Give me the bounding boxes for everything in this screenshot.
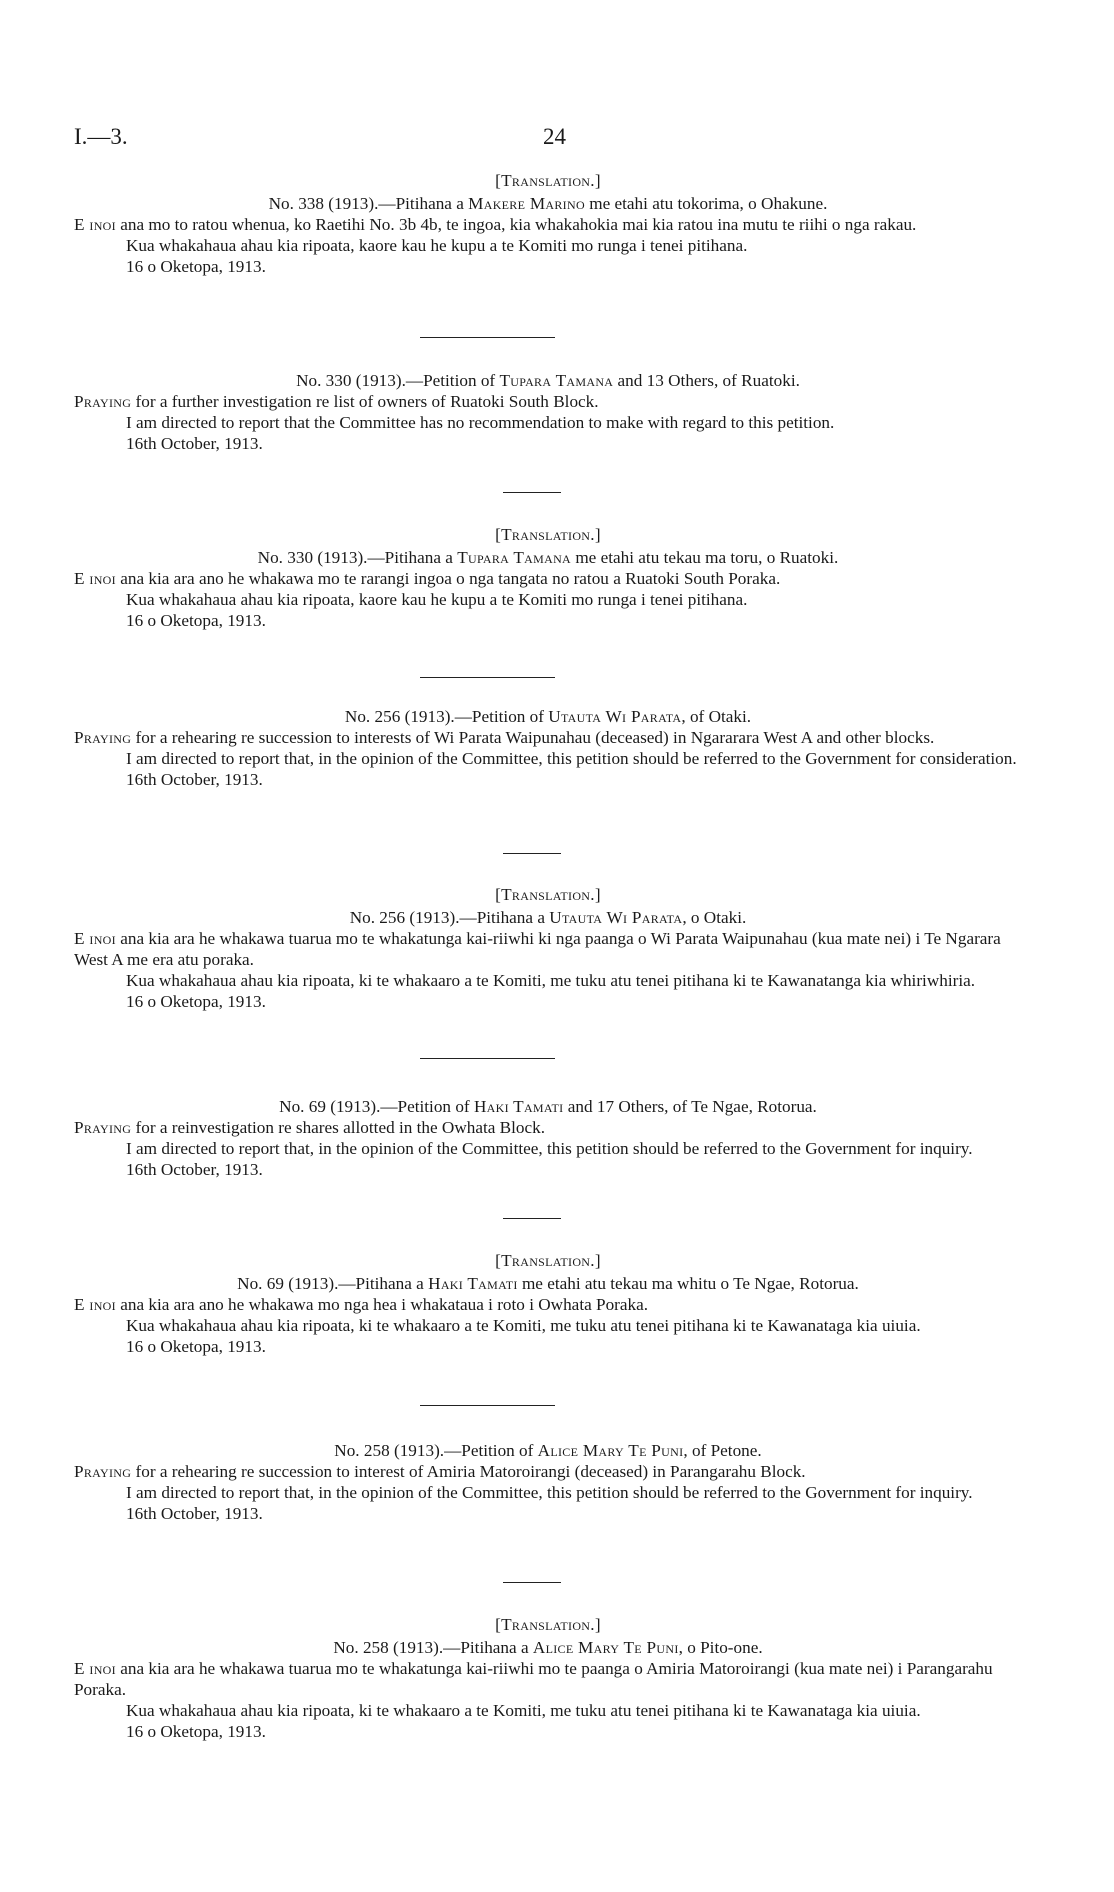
section-divider xyxy=(503,1582,561,1583)
title-text: me etahi atu tekau ma whitu o Te Ngae, Rotorua. xyxy=(517,1274,859,1293)
section-divider xyxy=(503,1218,561,1219)
translation-heading: [Translation.] xyxy=(495,171,601,190)
title-text: , o Otaki. xyxy=(682,908,747,927)
title-text: me etahi atu tokorima, o Ohakune. xyxy=(584,194,828,213)
title-text: No. 258 (1913).—Pitihana a xyxy=(333,1638,533,1657)
prayer-lead: Praying xyxy=(74,1118,132,1137)
prayer-lead: Praying xyxy=(74,1462,132,1481)
title-text: , of Petone. xyxy=(683,1441,762,1460)
prayer-body: ana kia ara ano he whakawa mo te rarangi ingoa o nga tangata no ratou a Ruatoki South Poraka. xyxy=(115,569,781,588)
report-date: 16 o Oketopa, 1913. xyxy=(126,611,266,630)
report-text: I am directed to report that, in the opinion of the Committee, this petition should be referred to the Government for inquiry. xyxy=(126,1483,973,1502)
title-text: , of Otaki. xyxy=(681,707,752,726)
petition-title xyxy=(74,193,1022,214)
prayer-body: for a reinvestigation re shares allotted in the Owhata Block. xyxy=(131,1118,546,1137)
prayer-body: for a rehearing re succession to interest of Amiria Matoroirangi (deceased) in Parangarahu Block. xyxy=(131,1462,806,1481)
prayer-body: ana mo to ratou whenua, ko Raetihi No. 3b 4b, te ingoa, kia whakahokia mai kia ratou ina mutu te riihi o nga rakau. xyxy=(115,215,917,234)
title-text: No. 330 (1913).—Pitihana a xyxy=(257,548,458,567)
prayer-lead: E inoi xyxy=(74,929,116,948)
prayer-body: ana kia ara he whakawa tuarua mo te whakatunga kai-riiwhi mo te paanga o Amiria Matoroirangi (kua mate nei) i Parangarahu Poraka. xyxy=(74,1659,993,1699)
petition-title xyxy=(74,1273,1022,1294)
prayer-body: for a rehearing re succession to interests of Wi Parata Waipunahau (deceased) in Ngararara West A and other blocks. xyxy=(131,728,935,747)
report-text: Kua whakahaua ahau kia ripoata, ki te whakaaro a te Komiti, me tuku atu tenei pitihana ki te Kawanataga kia uiuia. xyxy=(126,1316,921,1335)
prayer-lead: Praying xyxy=(74,392,132,411)
report-date: 16th October, 1913. xyxy=(126,1504,263,1523)
title-text: and 13 Others, of Ruatoki. xyxy=(613,371,800,390)
prayer-body: ana kia ara ano he whakawa mo nga hea i whakatauа i roto i Owhata Poraka. xyxy=(115,1295,649,1314)
petition-entry xyxy=(74,706,1022,790)
translation-heading: [Translation.] xyxy=(495,525,601,544)
prayer-text xyxy=(74,214,1022,235)
prayer-text xyxy=(74,1658,1022,1700)
petition-entry xyxy=(74,370,1022,454)
title-text: No. 256 (1913).—Petition of xyxy=(344,707,549,726)
prayer-text xyxy=(74,1117,1022,1138)
section-reference: I.—3. xyxy=(74,124,128,149)
report-date: 16 o Oketopa, 1913. xyxy=(126,992,266,1011)
report-date: 16 o Oketopa, 1913. xyxy=(126,1337,266,1356)
prayer-lead: E inoi xyxy=(74,1659,116,1678)
petition-title xyxy=(74,547,1022,568)
petition-title xyxy=(74,370,1022,391)
petitioner-name: Tupara Tamana xyxy=(457,548,572,567)
report-text: I am directed to report that the Committee has no recommendation to make with regard to this petition. xyxy=(126,413,835,432)
prayer-lead: E inoi xyxy=(74,215,116,234)
petition-title xyxy=(74,706,1022,727)
petitioner-name: Haki Tamati xyxy=(428,1274,518,1293)
petitioner-name: Utauta Wi Parata xyxy=(549,908,683,927)
report-date: 16th October, 1913. xyxy=(126,770,263,789)
title-text: No. 69 (1913).—Petition of xyxy=(279,1097,474,1116)
prayer-lead: E inoi xyxy=(74,1295,116,1314)
report-text: Kua whakahaua ahau kia ripoata, ki te whakaaro a te Komiti, me tuku atu tenei pitihana ki te Kawanataga kia uiuia. xyxy=(126,1701,921,1720)
petition-title xyxy=(74,907,1022,928)
prayer-text xyxy=(74,1461,1022,1482)
report-date: 16 o Oketopa, 1913. xyxy=(126,1722,266,1741)
report-text: I am directed to report that, in the opinion of the Committee, this petition should be referred to the Government for consideration. xyxy=(126,749,1017,768)
report-text: I am directed to report that, in the opinion of the Committee, this petition should be referred to the Government for inquiry. xyxy=(126,1139,973,1158)
prayer-body: for a further investigation re list of owners of Ruatoki South Block. xyxy=(131,392,599,411)
petition-title xyxy=(74,1440,1022,1461)
petition-entry xyxy=(74,1096,1022,1180)
title-text: and 17 Others, of Te Ngae, Rotorua. xyxy=(563,1097,817,1116)
prayer-text xyxy=(74,568,1022,589)
title-text: No. 338 (1913).—Pitihana a xyxy=(268,194,469,213)
section-divider xyxy=(503,492,561,493)
translation-heading: [Translation.] xyxy=(495,885,601,904)
title-text: No. 69 (1913).—Pitihana a xyxy=(237,1274,429,1293)
report-text: Kua whakahaua ahau kia ripoata, ki te whakaaro a te Komiti, me tuku atu tenei pitihana ki te Kawanatanga kia whiriwhiria. xyxy=(126,971,976,990)
report-date: 16 o Oketopa, 1913. xyxy=(126,257,266,276)
petition-entry xyxy=(74,524,1022,631)
prayer-lead: E inoi xyxy=(74,569,116,588)
petitioner-name: Alice Mary Te Puni xyxy=(537,1441,684,1460)
section-divider xyxy=(503,853,561,854)
petitioner-name: Alice Mary Te Puni xyxy=(532,1638,679,1657)
prayer-body: ana kia ara he whakawa tuarua mo te whakatunga kai-riiwhi ki nga paanga o Wi Parata Waipunahau (kua mate nei) i Te Ngarara West A me era atu poraka. xyxy=(74,929,1001,969)
prayer-text xyxy=(74,727,1022,748)
petitioner-name: Makere Marino xyxy=(468,194,585,213)
petitioner-name: Utauta Wi Parata xyxy=(548,707,682,726)
petitioner-name: Haki Tamati xyxy=(473,1097,564,1116)
petition-entry xyxy=(74,884,1022,1012)
petition-entry xyxy=(74,170,1022,277)
petition-title xyxy=(74,1637,1022,1658)
section-divider xyxy=(420,1405,555,1406)
page-number: 24 xyxy=(543,124,566,149)
prayer-text xyxy=(74,928,1022,970)
title-text: me etahi atu tekau ma toru, o Ruatoki. xyxy=(571,548,839,567)
title-text: No. 256 (1913).—Pitihana a xyxy=(349,908,550,927)
title-text: , o Pito-one. xyxy=(678,1638,763,1657)
report-text: Kua whakahaua ahau kia ripoata, kaore kau he kupu a te Komiti mo runga i tenei pitihana. xyxy=(126,236,748,255)
section-divider xyxy=(420,677,555,678)
petitioner-name: Tupara Tamana xyxy=(499,371,614,390)
report-date: 16th October, 1913. xyxy=(126,1160,263,1179)
section-divider xyxy=(420,337,555,338)
report-text: Kua whakahaua ahau kia ripoata, kaore kau he kupu a te Komiti mo runga i tenei pitihana. xyxy=(126,590,748,609)
translation-heading: [Translation.] xyxy=(495,1615,601,1634)
section-divider xyxy=(420,1058,555,1059)
prayer-text xyxy=(74,1294,1022,1315)
prayer-text xyxy=(74,391,1022,412)
petition-entry xyxy=(74,1440,1022,1524)
petition-entry xyxy=(74,1614,1022,1742)
translation-heading: [Translation.] xyxy=(495,1251,601,1270)
petition-entry xyxy=(74,1250,1022,1357)
title-text: No. 330 (1913).—Petition of xyxy=(296,371,500,390)
report-date: 16th October, 1913. xyxy=(126,434,263,453)
petition-title xyxy=(74,1096,1022,1117)
prayer-lead: Praying xyxy=(74,728,132,747)
title-text: No. 258 (1913).—Petition of xyxy=(334,1441,538,1460)
